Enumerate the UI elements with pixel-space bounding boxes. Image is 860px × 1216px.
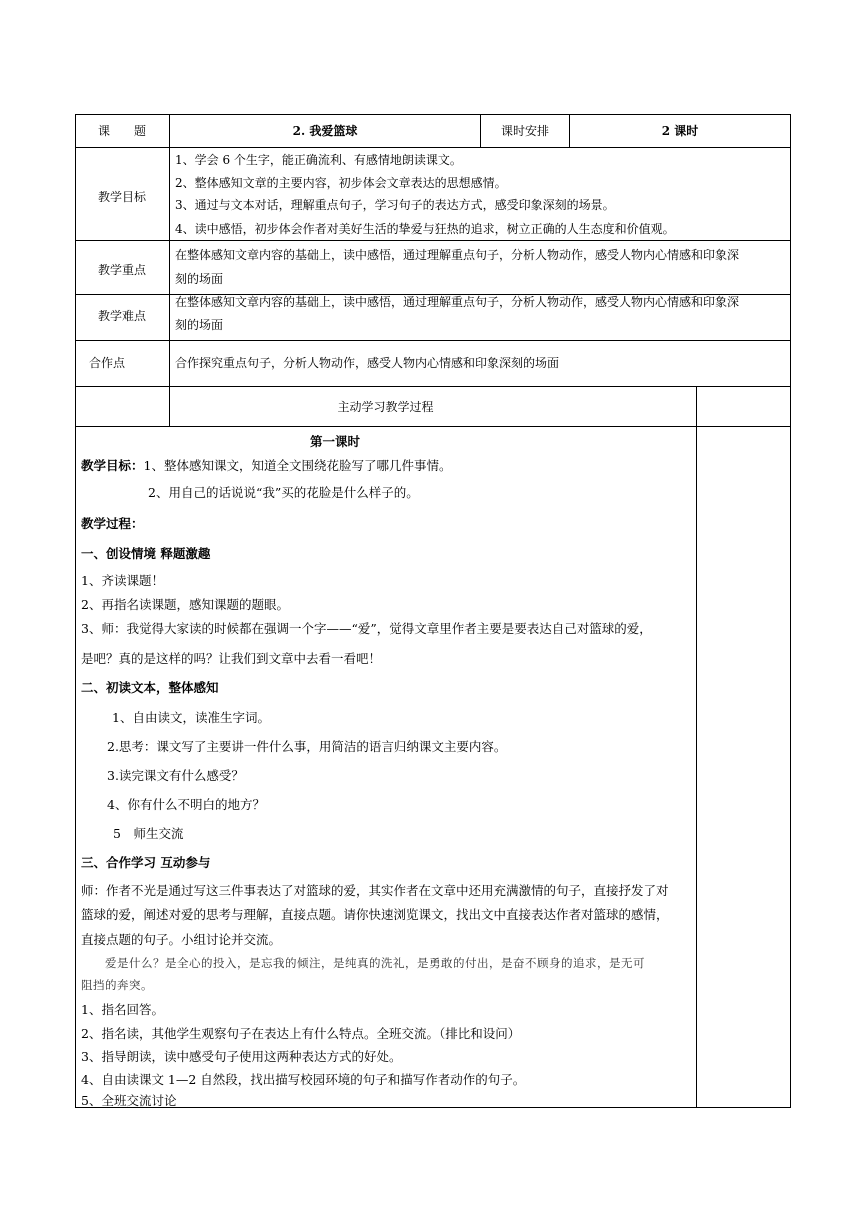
lesson-goal-label: 教学目标： bbox=[81, 458, 144, 473]
step-item: 5、全班交流讨论 bbox=[81, 1093, 177, 1108]
lesson-goal-item: 2、用自己的话说说“我”买的花脸是什么样子的。 bbox=[148, 485, 419, 500]
schedule-label: 课时安排 bbox=[500, 124, 549, 138]
row-divider bbox=[75, 147, 791, 148]
cooperation-text: 合作探究重点句子，分析人物动作，感受人物内心情感和印象深刻的场面 bbox=[175, 356, 560, 370]
cooperation-label: 合作点 bbox=[89, 356, 126, 370]
step-item: 4、你有什么不明白的地方？ bbox=[107, 797, 265, 812]
difficulties-text: 在整体感知文章内容的基础上，读中感悟，通过理解重点句子，分析人物动作，感受人物内心情感和印象深 bbox=[175, 295, 740, 309]
paragraph-line: 师：作者不光是通过写这三件事表达了对篮球的爱，其实作者在文章中还用充满激情的句子，直接抒发了对 bbox=[81, 883, 669, 898]
row-divider bbox=[75, 340, 791, 341]
step-item: 4、自由读课文 1—2 自然段，找出描写校园环境的句子和描写作者动作的句子。 bbox=[81, 1072, 526, 1087]
section-heading: 一、创设情境 释题激趣 bbox=[81, 546, 211, 561]
difficulties-label: 教学难点 bbox=[97, 309, 146, 323]
goal-item: 4、读中感悟，初步体会作者对美好生活的挚爱与狂热的追求，树立正确的人生态度和价值观。 bbox=[175, 222, 675, 236]
key-points-label: 教学重点 bbox=[97, 263, 146, 277]
lesson-heading: 第一课时 bbox=[310, 434, 361, 449]
step-item: 5 师生交流 bbox=[113, 826, 184, 841]
section-heading: 二、初读文本，整体感知 bbox=[81, 680, 219, 695]
table-border-top bbox=[75, 114, 791, 115]
key-points-text: 刻的场面 bbox=[175, 272, 224, 286]
goals-label: 教学目标 bbox=[97, 190, 146, 204]
step-item: 3、指导朗读，读中感受句子使用这两种表达方式的好处。 bbox=[81, 1049, 402, 1064]
schedule-value: 2 课时 bbox=[661, 124, 699, 138]
subject-label: 课 题 bbox=[97, 124, 146, 138]
row-divider bbox=[75, 240, 791, 241]
lesson-plan-table bbox=[75, 114, 791, 1108]
quote-line: 爱是什么？是全心的投入，是忘我的倾注，是纯真的洗礼，是勇敢的付出，是奋不顾身的追求，是无可 bbox=[105, 956, 645, 970]
step-item: 1、齐读课题！ bbox=[81, 573, 164, 588]
step-item: 2、再指名读课题，感知课题的题眼。 bbox=[81, 597, 289, 612]
lesson-title: 2. 我爱篮球 bbox=[292, 124, 358, 138]
section-heading: 三、合作学习 互动参与 bbox=[81, 855, 211, 870]
step-item: 2.思考：课文写了主要讲一件什么事，用简洁的语言归纳课文主要内容。 bbox=[107, 739, 507, 754]
notes-column-divider bbox=[696, 386, 697, 1108]
goal-item: 2、整体感知文章的主要内容，初步体会文章表达的思想感情。 bbox=[175, 176, 507, 190]
step-item: 1、指名回答。 bbox=[81, 1002, 164, 1017]
process-label: 教学过程： bbox=[81, 516, 144, 531]
lesson-goals bbox=[81, 456, 451, 474]
difficulties-text: 刻的场面 bbox=[175, 318, 224, 332]
paragraph-line: 直接点题的句子。小组讨论并交流。 bbox=[81, 932, 282, 947]
table-border-bottom bbox=[75, 1107, 791, 1108]
step-item: 1、自由读文，读准生字词。 bbox=[112, 710, 270, 725]
lesson-goal-item: 1、整体感知课文，知道全文围绕花脸写了哪几件事情。 bbox=[143, 458, 452, 473]
row-divider bbox=[75, 386, 791, 387]
table-border-right bbox=[790, 114, 791, 1108]
step-item: 是吧？真的是这样的吗？让我们到文章中去看一看吧！ bbox=[81, 651, 382, 666]
goal-item: 1、学会 6 个生字，能正确流利、有感情地朗读课文。 bbox=[175, 153, 462, 167]
row-divider bbox=[75, 426, 791, 427]
key-points-text: 在整体感知文章内容的基础上，读中感悟，通过理解重点句子，分析人物动作，感受人物内心情感和印象深 bbox=[175, 248, 740, 262]
paragraph-line: 篮球的爱，阐述对爱的思考与理解，直接点题。请你快速浏览课文，找出文中直接表达作者对篮球的感情， bbox=[81, 907, 669, 922]
goal-item: 3、通过与文本对话，理解重点句子，学习句子的表达方式，感受印象深刻的场景。 bbox=[175, 198, 615, 212]
process-title: 主动学习教学过程 bbox=[337, 400, 434, 414]
quote-line: 阻挡的奔突。 bbox=[81, 978, 153, 992]
step-item: 2、指名读，其他学生观察句子在表达上有什么特点。全班交流。（排比和设问） bbox=[81, 1026, 521, 1041]
step-item: 3.读完课文有什么感受？ bbox=[107, 768, 244, 783]
step-item: 3、师：我觉得大家读的时候都在强调一个字——“爱”，觉得文章里作者主要是要表达自己对篮球的爱， bbox=[81, 621, 652, 636]
